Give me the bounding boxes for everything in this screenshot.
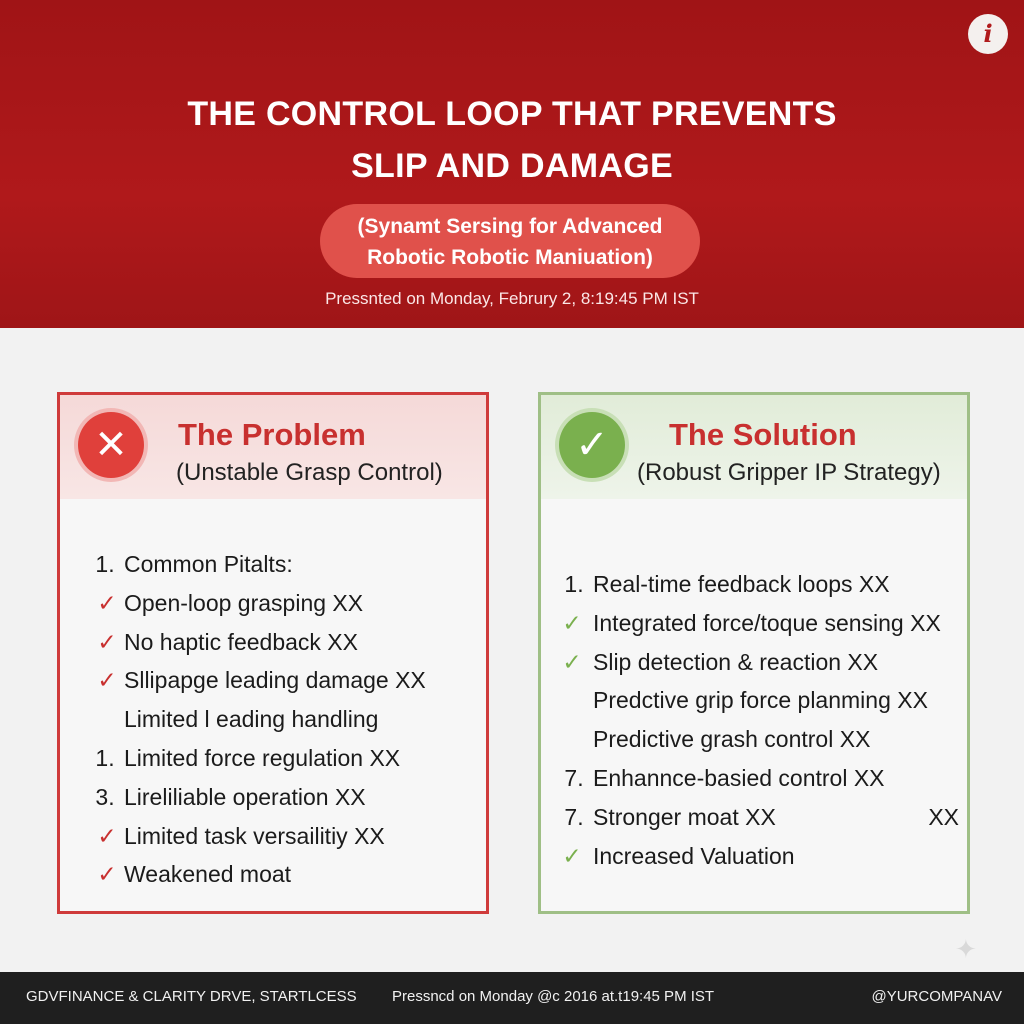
check-icon: ✓ [97,667,117,694]
problem-list-item [60,817,486,856]
solution-list-item [541,681,967,720]
list-item-text: Integrated force/toque sensing XX [593,609,941,636]
check-icon: ✓ [97,861,117,888]
subtitle-line-2: Robotic Robotic Maniuation) [367,246,653,269]
footer-center-text: Pressncd on Monday @c 2016 at.t19:45 PM IST [392,988,715,1005]
header-banner [0,0,1024,328]
x-circle-icon: ✕ [78,412,144,478]
list-number: 7. [564,803,584,830]
problem-list-item [60,623,486,662]
title-line-2: SLIP AND DAMAGE [351,147,673,185]
list-item-text: Limited force regulation XX [124,744,401,771]
problem-subtitle: (Unstable Grasp Control) [176,459,443,486]
problem-list-item [60,778,486,817]
problem-panel-header [60,395,486,499]
solution-title: The Solution [669,417,857,452]
problem-list-item [60,584,486,623]
list-item-text: Weakened moat [124,861,292,888]
list-item-text: Slip detection & reaction XX [593,648,879,675]
problem-list-item [60,855,486,894]
list-item-text: Real-time feedback loops XX [593,571,890,597]
list-item-text: Lireliliable operation XX [124,783,366,810]
check-icon: ✓ [562,609,582,636]
problem-title: The Problem [178,417,366,452]
check-icon: ✓ [97,589,117,616]
problem-list-item [60,700,486,739]
list-item-text: Limited l eading handling [124,706,379,733]
title-line-1: THE CONTROL LOOP THAT PREVENTS [187,95,837,133]
presented-date: Pressnted on Monday, Februry 2, 8:19:45 PM IST [325,289,699,308]
check-icon: ✓ [97,822,117,849]
problem-list-item [60,545,486,584]
solution-list-item [541,798,967,837]
page-title [0,88,1024,192]
footer-handle[interactable]: @YURCOMPANAV [871,988,1002,1005]
list-number: 7. [564,764,584,791]
list-number: 1. [95,744,115,771]
solution-list [541,565,967,875]
list-item-text: Stronger moat XX [593,803,776,830]
solution-panel-header [541,395,967,499]
problem-list-item [60,739,486,778]
list-number: 1. [95,551,115,577]
solution-list-item [541,565,967,604]
list-item-text: Predictive grash control XX [593,726,871,753]
list-item-text: Sllipapge leading damage XX [124,667,426,694]
solution-list-item [541,643,967,682]
check-circle-icon: ✓ [559,412,625,478]
solution-list-item [541,759,967,798]
check-icon: ✓ [562,648,582,675]
solution-list-item [541,720,967,759]
problem-panel [57,392,489,914]
list-item-text: Limited task versailitiy XX [124,822,385,849]
list-item-text: Open-loop grasping XX [124,589,364,616]
solution-subtitle: (Robust Gripper IP Strategy) [637,459,941,486]
list-item-trailing-text: XX [928,803,959,830]
subtitle-line-1: (Synamt Sersing for Advanced [357,215,663,238]
solution-panel [538,392,970,914]
footer-left-text: GDVFINANCE & CLARITY DRVE, STARTLCESS [26,988,357,1005]
solution-list-item [541,837,967,876]
problem-list [60,545,486,894]
check-icon: ✓ [97,628,117,655]
subtitle-pill [320,204,700,278]
check-icon: ✓ [562,842,582,869]
list-item-text: No haptic feedback XX [124,628,358,655]
list-number: 1. [564,571,584,597]
info-icon[interactable]: i [968,14,1008,54]
footer-bar [0,972,1024,1024]
list-item-text: Common Pitalts: [124,551,293,577]
list-number: 3. [95,783,115,810]
list-item-text: Enhannce-basied control XX [593,764,885,791]
list-item-text: Predctive grip force planming XX [593,687,928,714]
solution-list-item [541,604,967,643]
sparkle-icon: ✦ [955,934,977,964]
problem-list-item [60,661,486,700]
list-item-text: Increased Valuation [593,842,795,869]
